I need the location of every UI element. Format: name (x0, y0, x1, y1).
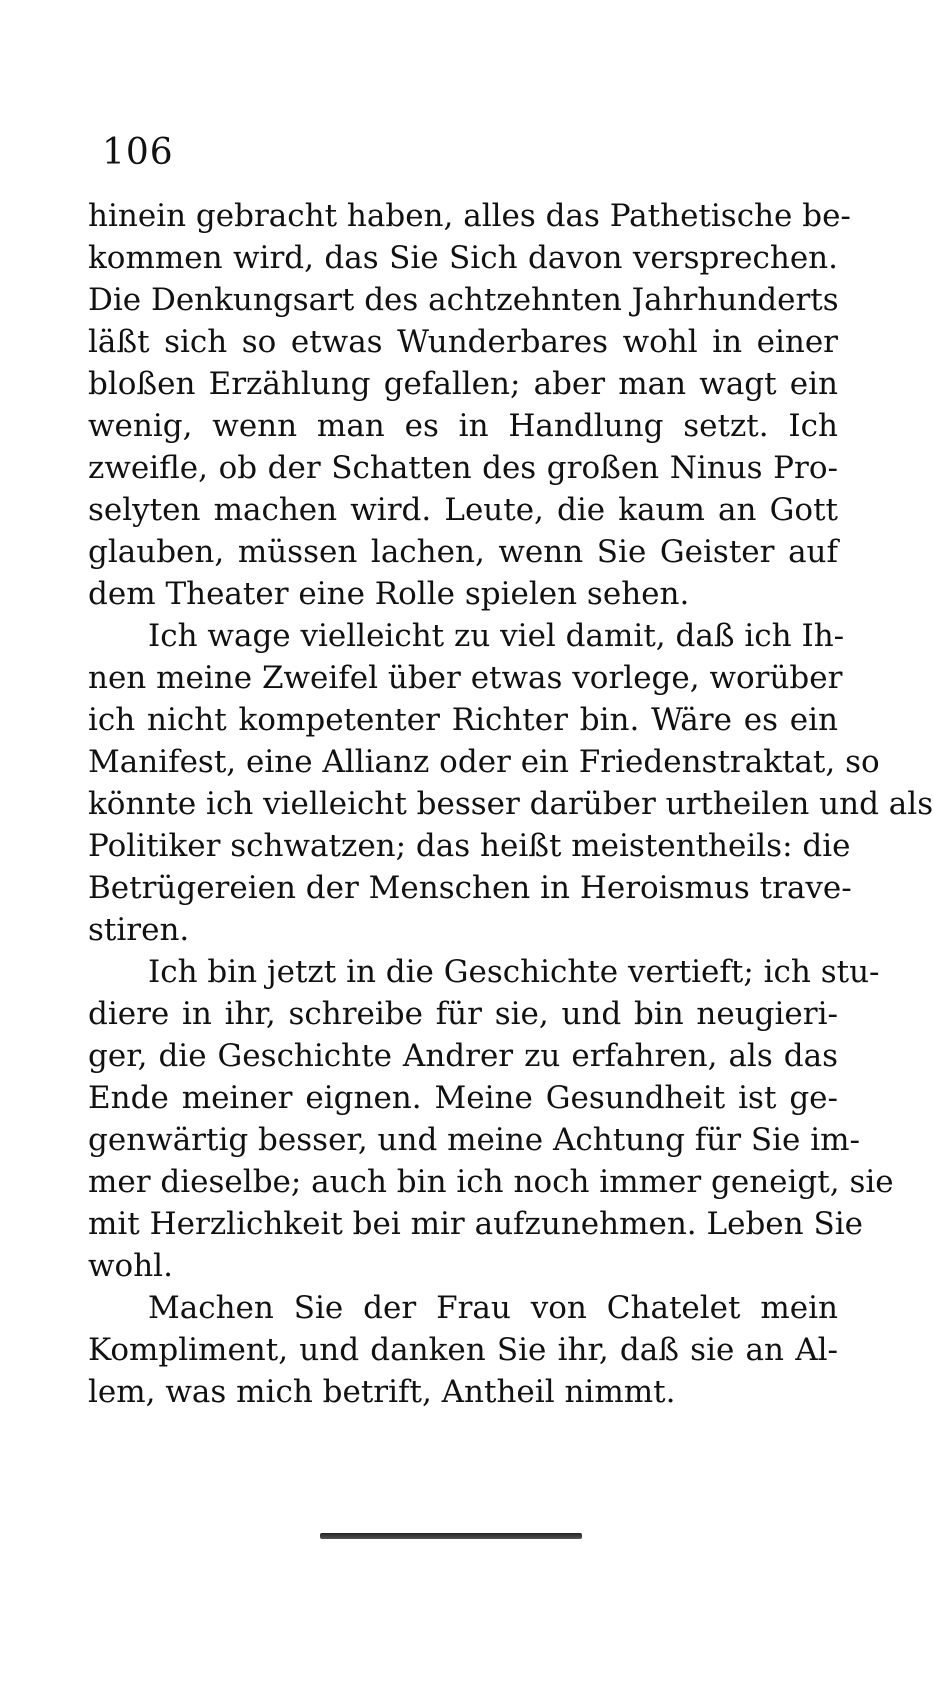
text-line: diere in ihr, schreibe für sie, und bin neugieri- (88, 996, 838, 1032)
text-line: selyten machen wird. Leute, die kaum an Gott (88, 492, 838, 528)
end-rule (320, 1533, 582, 1539)
text-line: kommen wird, das Sie Sich davon versprechen. (88, 240, 838, 276)
text-line: stiren. (88, 912, 190, 948)
text-line: Manifest, eine Allianz oder ein Friedenstraktat, so (88, 744, 880, 780)
text-line: bloßen Erzählung gefallen; aber man wagt ein (88, 366, 838, 402)
text-line: hinein gebracht haben, alles das Pathetische be- (88, 198, 851, 234)
text-line: Betrügereien der Menschen in Heroismus trave- (88, 870, 852, 906)
text-line: genwärtig besser, und meine Achtung für Sie im- (88, 1122, 861, 1158)
text-line: mit Herzlichkeit bei mir aufzunehmen. Leben Sie (88, 1206, 863, 1242)
text-line: Ende meiner eignen. Meine Gesundheit ist ge- (88, 1080, 838, 1116)
text-line: dem Theater eine Rolle spielen sehen. (88, 576, 690, 612)
text-line: Kompliment, und danken Sie ihr, daß sie an Al- (88, 1332, 838, 1368)
text-line: Die Denkungsart des achtzehnten Jahrhunderts (88, 282, 839, 318)
text-line: nen meine Zweifel über etwas vorlege, worüber (88, 660, 843, 696)
page-number: 106 (102, 132, 174, 173)
text-line: zweifle, ob der Schatten des großen Ninus Pro- (88, 450, 838, 486)
text-line: Machen Sie der Frau von Chatelet mein (148, 1290, 838, 1326)
text-line: glauben, müssen lachen, wenn Sie Geister auf (88, 534, 838, 570)
text-line: läßt sich so etwas Wunderbares wohl in einer (88, 324, 838, 360)
text-line: Ich bin jetzt in die Geschichte vertieft; ich stu- (148, 954, 880, 990)
text-line: wenig, wenn man es in Handlung setzt. Ich (88, 408, 838, 444)
text-line: Politiker schwatzen; das heißt meistentheils: die (88, 828, 851, 864)
text-line: Ich wage vielleicht zu viel damit, daß ich Ih- (148, 618, 845, 654)
text-line: ich nicht kompetenter Richter bin. Wäre es ein (88, 702, 838, 738)
text-line: lem, was mich betrift, Antheil nimmt. (88, 1374, 676, 1410)
text-line: wohl. (88, 1248, 173, 1284)
text-line: ger, die Geschichte Andrer zu erfahren, als das (88, 1038, 838, 1074)
text-line: könnte ich vielleicht besser darüber urtheilen und als (88, 786, 933, 822)
text-line: mer dieselbe; auch bin ich noch immer geneigt, sie (88, 1164, 894, 1200)
